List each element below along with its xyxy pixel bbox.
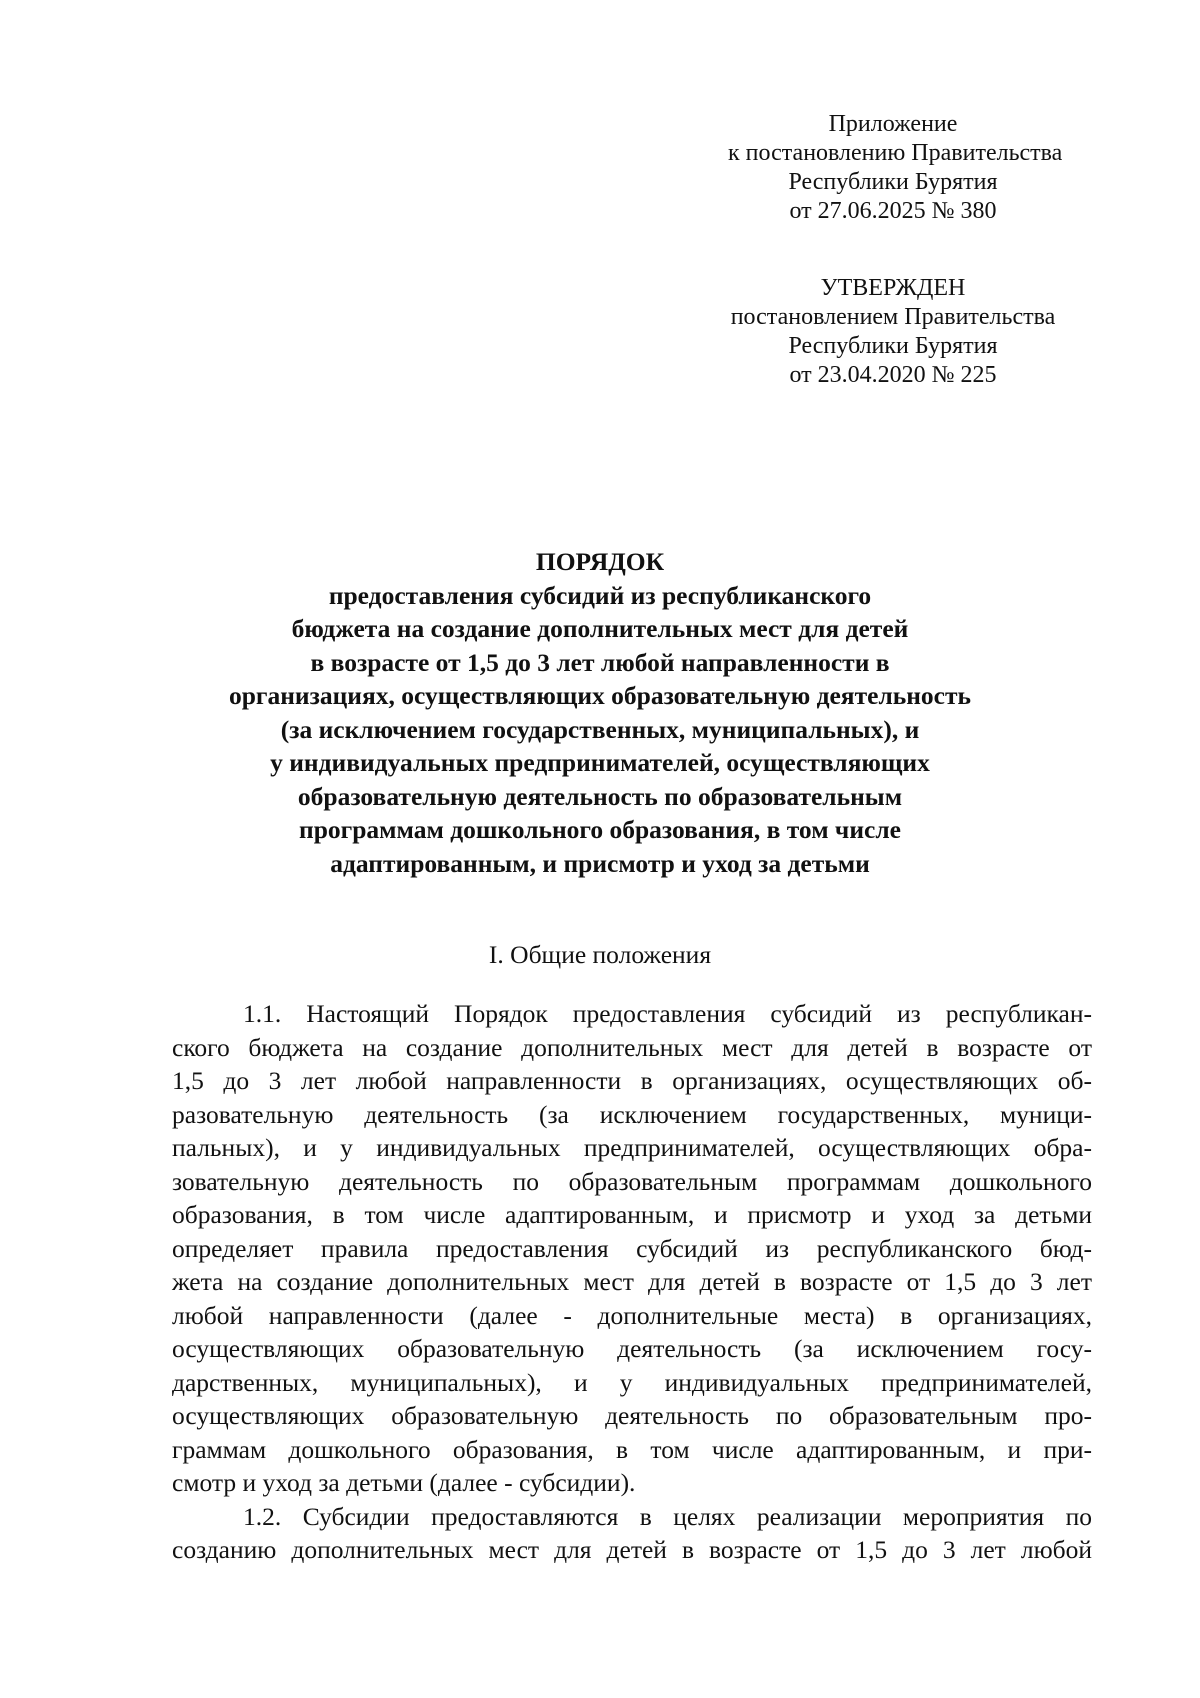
- paragraph-1-2-line: созданию дополнительных мест для детей в возрасте от 1,5 до 3 лет любой: [172, 1535, 1092, 1564]
- paragraph-1-1-line: пальных), и у индивидуальных предпринимателей, осуществляющих обра-: [172, 1133, 1092, 1162]
- paragraph-1-1-line: жета на создание дополнительных мест для детей в возрасте от 1,5 до 3 лет: [172, 1267, 1092, 1296]
- section-heading: I. Общие положения: [488, 940, 712, 969]
- paragraph-1-1-line: определяет правила предоставления субсидий из республиканского бюд-: [172, 1233, 1092, 1263]
- appendix-line: Республики Бурятия: [788, 169, 998, 195]
- approval-header: [728, 274, 1058, 390]
- paragraph-1-1-line: осуществляющих образовательную деятельность (за исключением госу-: [172, 1334, 1092, 1363]
- paragraph-1-1-line: дарственных, муниципальных), и у индивидуальных предпринимателей,: [172, 1367, 1092, 1397]
- approval-line: Республики Бурятия: [788, 333, 998, 359]
- paragraph-1-1-line: зовательную деятельность по образовательным программам дошкольного: [172, 1166, 1092, 1196]
- paragraph-1-1-line: ского бюджета на создание дополнительных мест для детей в возрасте от: [172, 1032, 1092, 1062]
- appendix-header: [728, 110, 1063, 226]
- paragraph-1-1-line: 1.1. Настоящий Порядок предоставления субсидий из республикан-: [243, 999, 1092, 1028]
- paragraph-1-2-line: 1.2. Субсидии предоставляются в целях реализации мероприятия по: [243, 1501, 1092, 1531]
- title-line: ПОРЯДОК: [535, 547, 665, 576]
- paragraph-1-1-line: 1,5 до 3 лет любой направленности в организациях, осуществляющих об-: [172, 1066, 1092, 1095]
- paragraph-1-1-line: осуществляющих образовательную деятельность по образовательным про-: [172, 1401, 1092, 1430]
- title-line: программам дошкольного образования, в том числе: [299, 815, 901, 844]
- approval-line: от 23.04.2020 № 225: [789, 362, 997, 388]
- title-line: у индивидуальных предпринимателей, осуществляющих: [270, 748, 930, 777]
- paragraph-1-1-line: граммам дошкольного образования, в том числе адаптированным, и при-: [172, 1434, 1092, 1464]
- paragraph-1-1-line: разовательную деятельность (за исключением государственных, муници-: [172, 1099, 1092, 1129]
- body-text: [172, 997, 1092, 1567]
- title-line: образовательную деятельность по образовательным: [297, 781, 903, 811]
- title-line: бюджета на создание дополнительных мест для детей: [291, 614, 909, 643]
- title-line: (за исключением государственных, муниципальных), и: [280, 714, 920, 744]
- paragraph-1-1-line: образования, в том числе адаптированным, и присмотр и уход за детьми: [172, 1200, 1092, 1229]
- title-line: предоставления субсидий из республиканского: [328, 580, 872, 610]
- title-line: адаптированным, и присмотр и уход за детьми: [330, 848, 870, 878]
- approval-line: УТВЕРЖДЕН: [820, 275, 966, 301]
- approval-line: постановлением Правительства: [730, 304, 1056, 330]
- appendix-line: к постановлению Правительства: [728, 140, 1063, 166]
- appendix-line: от 27.06.2025 № 380: [789, 198, 997, 224]
- paragraph-1-1-line: любой направленности (далее - дополнительные места) в организациях,: [172, 1300, 1092, 1330]
- title-line: в возрасте от 1,5 до 3 лет любой направленности в: [310, 647, 890, 677]
- paragraph-1-1-line: смотр и уход за детьми (далее - субсидии).: [172, 1468, 636, 1497]
- document-title: [150, 545, 1050, 880]
- appendix-line: Приложение: [828, 111, 958, 137]
- title-line: организациях, осуществляющих образовательную деятельность: [228, 681, 972, 710]
